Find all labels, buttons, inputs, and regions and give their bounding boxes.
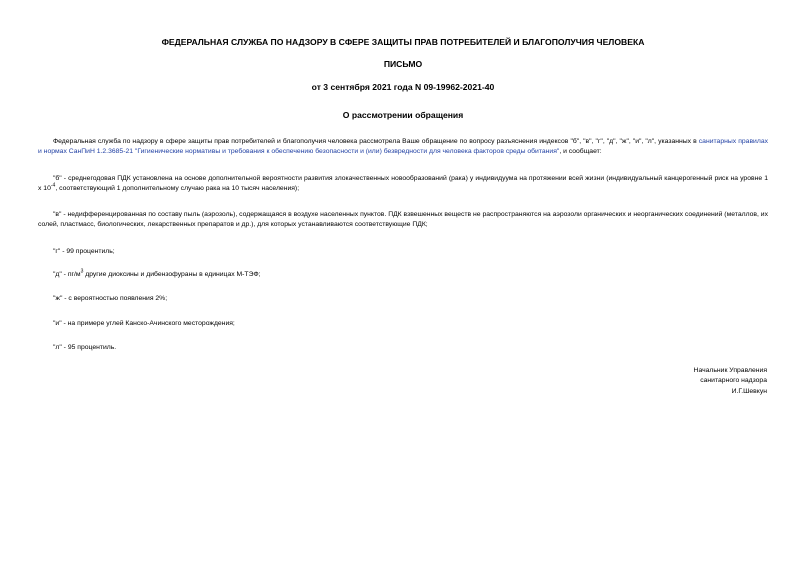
- agency-title: ФЕДЕРАЛЬНАЯ СЛУЖБА ПО НАДЗОРУ В СФЕРЕ ЗАЩИТЫ ПРАВ ПОТРЕБИТЕЛЕЙ И БЛАГОПОЛУЧИЯ ЧЕЛОВЕКА: [161, 37, 645, 47]
- sanpin-link[interactable]: санитарных правилах и нормах СанПиН 1.2.3685-21 "Гигиенические нормативы и требования к обеспечению безопасности и (или) безвредности для человека факторов среды обитания": [38, 138, 768, 156]
- signature-name: И.Г.Шевкун: [731, 387, 767, 395]
- signature-position-line2: санитарного надзора: [700, 377, 767, 385]
- index-b-text: "б" - среднегодовая ПДК установлена на основе дополнительной вероятности развития злокачественных новообразований (рака) у индивидуума на протяжении всей жизни (индивидуальный канцерогенный риск на уровне 1 x 10: [38, 174, 768, 192]
- index-zh-paragraph: "ж" - с вероятностью появления 2%;: [53, 295, 168, 303]
- index-g-paragraph: "г" - 99 процентиль;: [53, 247, 115, 255]
- document-subject: О рассмотрении обращения: [342, 110, 464, 120]
- index-d-exponent: 3: [80, 268, 84, 275]
- index-d-text: "д" - пг/м: [53, 271, 81, 279]
- index-b-paragraph: [38, 174, 768, 195]
- intro-text-before: Федеральная служба по надзору в сфере защиты прав потребителей и благополучия человека рассмотрела Ваше обращение по вопросу разъяснения индексов "б", "в", "г", "д", "ж", "и", "л", указанных в: [53, 138, 699, 145]
- document-type: ПИСЬМО: [383, 59, 423, 69]
- document-date-number: от 3 сентября 2021 года N 09-19962-2021-40: [311, 82, 495, 92]
- index-v-paragraph: "в" - недифференцированная по составу пыль (аэрозоль), содержащаяся в воздухе населенных пунктов. ПДК взвешенных веществ не распространяются на аэрозоли органических и неорганических соединений (металлов, их солей, пластмасс, биологических, лекарственных препаратов и др.), для которых устанавливаются соответствующие ПДК;: [38, 211, 768, 229]
- index-i-paragraph: "и" - на примере углей Канско-Ачинского месторождения;: [53, 319, 235, 327]
- index-d-tail: другие диоксины и дибензофураны в единицах М-ТЭФ;: [83, 271, 261, 279]
- signature-position-line1: Начальник Управления: [693, 367, 767, 374]
- index-b-tail: , соответствующий 1 дополнительному случаю рака на 10 тысяч населения);: [55, 184, 300, 192]
- index-l-paragraph: "л" - 95 процентиль.: [53, 343, 117, 351]
- index-b-exponent: -4: [50, 182, 56, 189]
- index-d-paragraph: [38, 270, 768, 280]
- signature-block: [694, 366, 767, 397]
- intro-text-after: , и сообщает:: [559, 148, 602, 156]
- document-page: [38, 32, 768, 353]
- intro-paragraph: [38, 137, 768, 158]
